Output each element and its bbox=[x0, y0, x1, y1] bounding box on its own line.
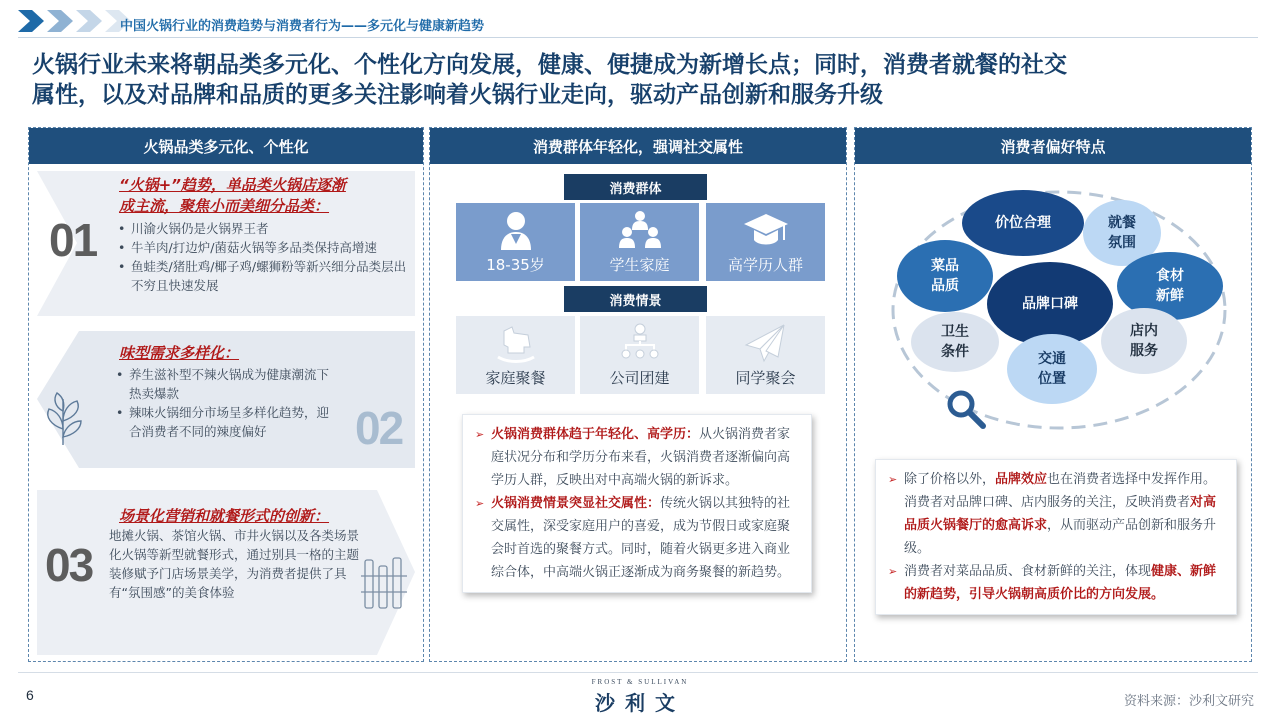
panel-consumer-preferences bbox=[854, 127, 1252, 662]
bullet-item: • 辣味火锅细分市场呈多样化趋势，迎合消费者不同的辣度偏好 bbox=[115, 403, 335, 441]
bubble-text: 服务 bbox=[1130, 343, 1158, 359]
bubble-text: 氛围 bbox=[1108, 235, 1136, 251]
bubble-text: 店内 bbox=[1130, 323, 1158, 339]
panel3-notes bbox=[875, 459, 1237, 615]
arrow-bullet-icon: ➢ bbox=[888, 473, 898, 486]
arrow-bullet-icon: ➢ bbox=[475, 497, 485, 510]
bubble-service bbox=[1101, 308, 1187, 374]
group-tile-age bbox=[456, 203, 575, 281]
bubble-text: 食材 bbox=[1156, 268, 1184, 284]
card-title-line: 成主流，聚焦小而美细分品类： bbox=[119, 197, 330, 215]
graduation-cap-icon bbox=[744, 210, 788, 250]
bubble-text: 新鲜 bbox=[1156, 288, 1184, 304]
note-highlight: 火锅消费群体趋于年轻化、高学历： bbox=[491, 427, 700, 442]
note-item bbox=[475, 423, 801, 492]
consumption-scene-header: 消费情景 bbox=[564, 286, 707, 312]
bullet-item: • 鱼蛙类/猪肚鸡/椰子鸡/螺狮粉等新兴细分品类层出不穷且快速发展 bbox=[117, 257, 415, 295]
chevron-icon bbox=[76, 10, 102, 32]
source-note: 资料来源：沙利文研究 bbox=[1123, 694, 1254, 709]
trend-card-03 bbox=[37, 490, 415, 655]
note-highlight: 品牌效应 bbox=[995, 472, 1048, 487]
card-title: 场景化营销和就餐形式的创新： bbox=[119, 507, 330, 525]
bubble-text: 卫生 bbox=[941, 324, 969, 340]
card-title bbox=[119, 175, 415, 217]
frost-sullivan-logo bbox=[570, 678, 710, 716]
note-text: 也在消费者选择中发挥作用。消费者对品牌口碑、店内服务的关注，反映消费者 bbox=[904, 472, 1217, 510]
arrow-bullet-icon: ➢ bbox=[475, 428, 485, 441]
card-text: 地摊火锅、茶馆火锅、市井火锅以及各类场景化火锅等新型就餐形式，通过别具一格的主题装修赋予门店场景美学，为消费者提供了具有“氛围感”的美食体验 bbox=[109, 528, 360, 600]
panel-title: 消费者偏好特点 bbox=[855, 128, 1251, 164]
panel-title: 火锅品类多元化、个性化 bbox=[29, 128, 423, 164]
panel-category-diversification bbox=[28, 127, 424, 662]
bubble-dish-quality bbox=[897, 240, 993, 312]
person-icon bbox=[499, 210, 533, 250]
note-highlight: 火锅消费情景突显社交属性： bbox=[491, 496, 661, 511]
scene-tile-family-dinner bbox=[456, 316, 575, 394]
bubble-hygiene bbox=[911, 312, 999, 372]
card-number: 01 bbox=[49, 214, 97, 266]
page-headline bbox=[32, 50, 1252, 110]
note-text: ，从而驱动产品创新和服务升级。 bbox=[904, 518, 1217, 556]
note-highlight: 健康、新鲜的新趋势，引导火锅朝高质价比的方向发展。 bbox=[904, 564, 1217, 602]
note-text: 除了价格以外， bbox=[904, 472, 996, 487]
paper-plane-icon bbox=[744, 323, 788, 363]
note-text: 从火锅消费者家庭状况分布和学历分布来看，火锅消费者逐渐偏向高学历人群，反映出对中高端火锅的新诉求。 bbox=[491, 427, 791, 488]
note-text: 消费者对菜品品质、食材新鲜的关注，体现 bbox=[904, 564, 1152, 579]
bubble-text: 位置 bbox=[1038, 371, 1066, 387]
scene-label: 同学聚会 bbox=[735, 369, 796, 387]
chevron-icon bbox=[47, 10, 73, 32]
bubble-price: 价位合理 bbox=[962, 190, 1084, 256]
bubble-brand-center: 品牌口碑 bbox=[987, 262, 1113, 346]
bubble-text: 品质 bbox=[931, 278, 959, 294]
bubble-text: 条件 bbox=[941, 344, 969, 360]
card-title: 味型需求多样化： bbox=[119, 344, 240, 362]
header-divider bbox=[18, 37, 1258, 38]
panel-young-social-consumers bbox=[429, 127, 847, 662]
note-highlight: 对高品质火锅餐厅的愈高诉求 bbox=[904, 495, 1217, 533]
family-icon bbox=[618, 210, 662, 250]
bullet-item: • 牛羊肉/打边炉/菌菇火锅等多品类保持高增速 bbox=[117, 238, 415, 257]
leaf-plant-icon bbox=[41, 389, 85, 445]
bamboo-decoration-icon bbox=[359, 556, 409, 612]
bubble-text: 交通 bbox=[1038, 351, 1066, 367]
footer-divider bbox=[18, 672, 1258, 673]
bubble-text: 菜品 bbox=[931, 258, 959, 274]
arrow-bullet-icon: ➢ bbox=[888, 565, 898, 578]
chevron-icon bbox=[18, 10, 44, 32]
magnifier-icon bbox=[945, 388, 989, 432]
group-label: 18-35岁 bbox=[486, 256, 545, 274]
headline-line-2: 属性，以及对品牌和品质的更多关注影响着火锅行业走向，驱动产品创新和服务升级 bbox=[32, 82, 883, 108]
group-tile-student-family bbox=[580, 203, 699, 281]
note-item bbox=[888, 560, 1226, 606]
logo-english: FROST & SULLIVAN bbox=[591, 678, 689, 686]
rocking-horse-icon bbox=[494, 323, 538, 363]
bullet-item: • 川渝火锅仍是火锅界王者 bbox=[117, 219, 415, 238]
page-number: 6 bbox=[26, 687, 34, 703]
scene-label: 家庭聚餐 bbox=[485, 369, 546, 387]
section-title: 中国火锅行业的消费趋势与消费者行为——多元化与健康新趋势 bbox=[120, 19, 485, 34]
logo-chinese: 沙利文 bbox=[595, 691, 685, 715]
scene-label: 公司团建 bbox=[609, 369, 670, 387]
note-item bbox=[888, 468, 1226, 560]
card-number: 03 bbox=[45, 539, 93, 591]
headline-line-1: 火锅行业未来将朝品类多元化、个性化方向发展，健康、便捷成为新增长点；同时，消费者就餐的社交 bbox=[32, 52, 1067, 78]
scene-tile-team-building bbox=[580, 316, 699, 394]
card-bullets bbox=[115, 365, 335, 441]
org-chart-icon bbox=[618, 323, 662, 363]
note-text: 传统火锅以其独特的社交属性，深受家庭用户的喜爱，成为节假日或家庭聚会时首选的聚餐方式。同时，随着火锅更多进入商业综合体，中高端火锅正逐渐成为商务聚餐的新趋势。 bbox=[491, 496, 791, 580]
trend-card-02 bbox=[37, 331, 415, 468]
scene-tile-classmate-reunion bbox=[706, 316, 825, 394]
trend-card-01 bbox=[37, 171, 415, 316]
card-number: 02 bbox=[355, 402, 403, 454]
panel-title: 消费群体年轻化，强调社交属性 bbox=[430, 128, 846, 164]
note-item bbox=[475, 492, 801, 584]
panel2-notes bbox=[462, 414, 812, 593]
group-label: 高学历人群 bbox=[727, 256, 803, 274]
card-bullets bbox=[117, 219, 415, 295]
bubble-location bbox=[1007, 334, 1097, 404]
bullet-item: • 养生滋补型不辣火锅成为健康潮流下热卖爆款 bbox=[115, 365, 335, 403]
header-chevrons bbox=[18, 10, 131, 32]
bubble-text: 就餐 bbox=[1108, 215, 1136, 231]
group-label: 学生家庭 bbox=[609, 256, 670, 274]
consumer-group-header: 消费群体 bbox=[564, 174, 707, 200]
card-title-line: “火锅+”趋势，单品类火锅店逐渐 bbox=[119, 176, 346, 194]
group-tile-higher-education bbox=[706, 203, 825, 281]
